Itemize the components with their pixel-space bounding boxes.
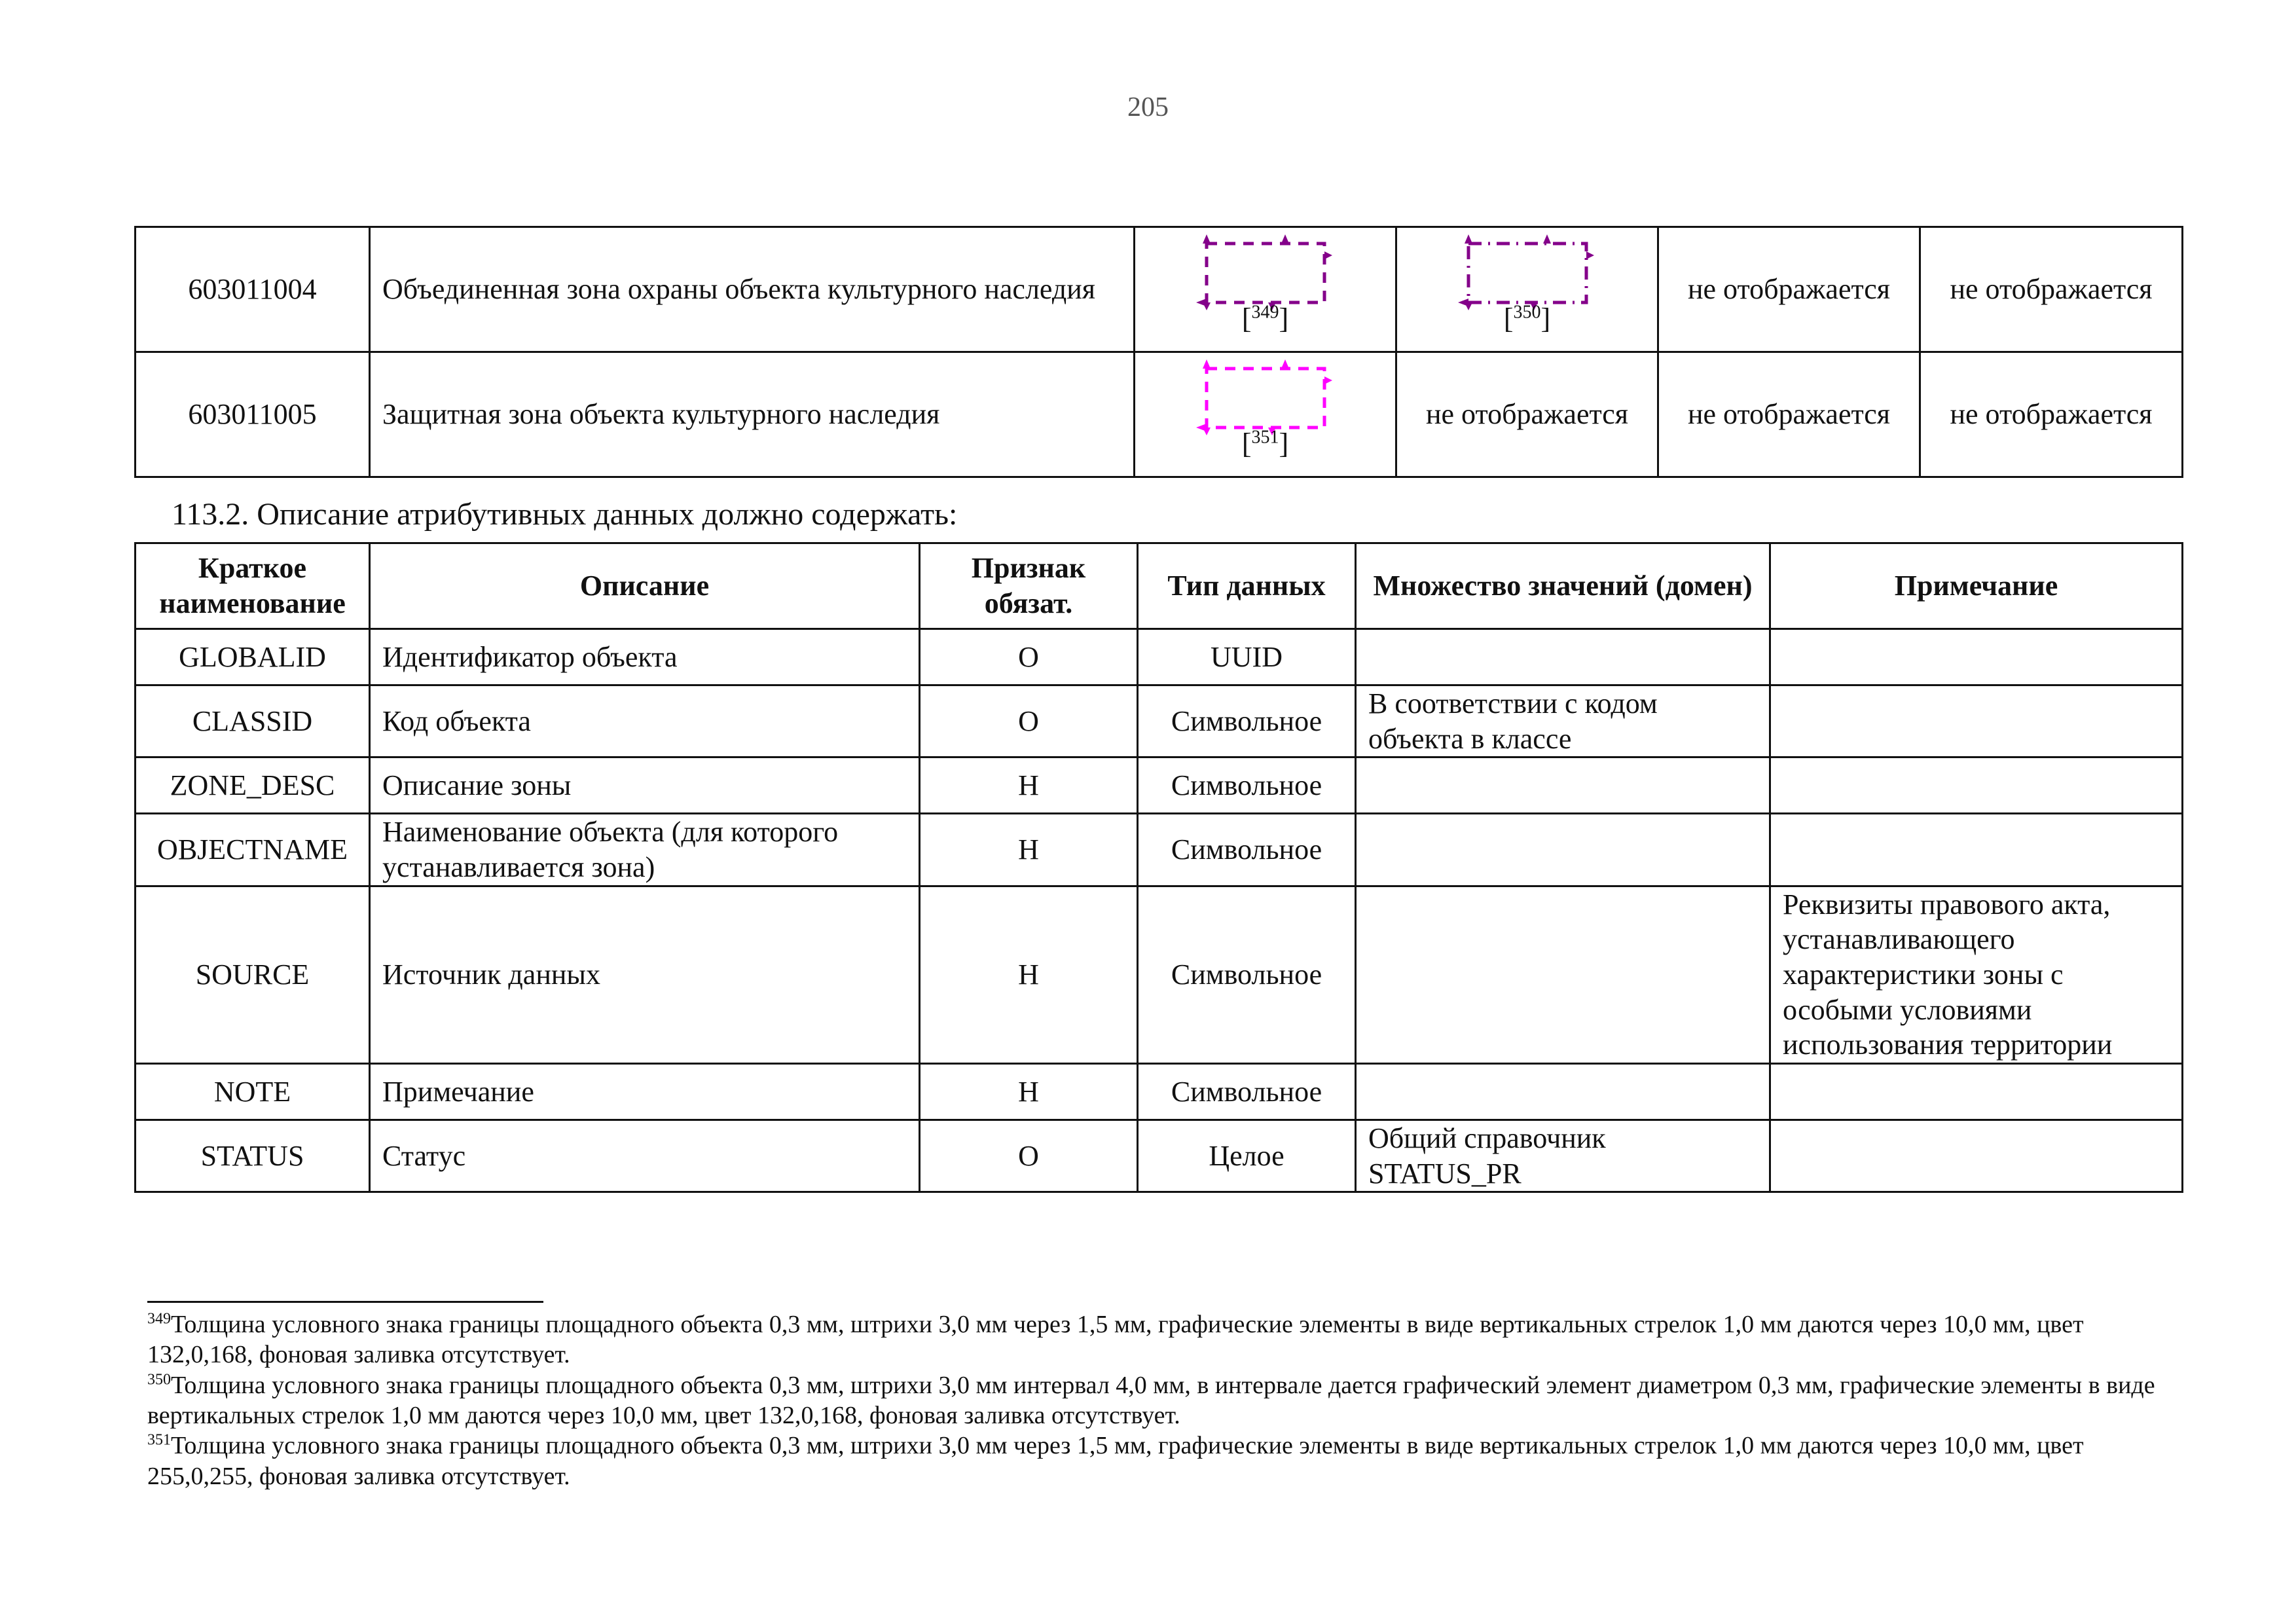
short-name-cell: NOTE <box>136 1064 370 1120</box>
column-header: Примечание <box>1770 543 2183 629</box>
footnote <box>147 1431 2164 1491</box>
header-row <box>136 543 2183 629</box>
dashed-boundary-symbol-icon <box>1187 230 1344 312</box>
arrow-mark-icon <box>1586 251 1594 259</box>
short-name-cell: OBJECTNAME <box>136 814 370 886</box>
footnotes <box>147 1309 2164 1491</box>
column-header: Тип данных <box>1138 543 1356 629</box>
note-cell <box>1770 685 2183 757</box>
table-row <box>136 352 2183 477</box>
note-cell: Реквизиты правового акта, устанавливающего характеристики зоны с особыми условиями использования территории <box>1770 886 2183 1063</box>
not-displayed-text: не отображается <box>1920 352 2183 477</box>
short-name-cell: CLASSID <box>136 685 370 757</box>
table-row <box>136 757 2183 814</box>
data-type-cell: Символьное <box>1138 1064 1356 1120</box>
table-row <box>136 629 2183 685</box>
note-cell <box>1770 814 2183 886</box>
description-cell: Код объекта <box>370 685 920 757</box>
domain-cell <box>1356 757 1770 814</box>
footnote-reference: [$^{351}$] <box>1241 427 1289 460</box>
required-cell: О <box>920 1120 1138 1192</box>
footnote-reference: [$^{350}$] <box>1503 302 1551 335</box>
required-cell: Н <box>920 886 1138 1063</box>
column-header: Краткое наименование <box>136 543 370 629</box>
note-cell <box>1770 629 2183 685</box>
domain-cell <box>1356 886 1770 1063</box>
column-header: Описание <box>370 543 920 629</box>
domain-cell: В соответствии с кодом объекта в классе <box>1356 685 1770 757</box>
not-displayed-text: не отображается <box>1658 227 1920 352</box>
table-row <box>136 1120 2183 1192</box>
column-header: Признак обязат. <box>920 543 1138 629</box>
arrow-mark-icon <box>1465 234 1472 244</box>
short-name-cell: STATUS <box>136 1120 370 1192</box>
short-name-cell: SOURCE <box>136 886 370 1063</box>
attribute-table <box>134 542 2183 1193</box>
symbol-cell <box>1135 227 1396 352</box>
footnote-separator <box>147 1301 543 1303</box>
footnote-text: Толщина условного знака границы площадного объекта 0,3 мм, штрихи 3,0 мм через 1,5 мм, графические элементы в виде вертикальных стрелок 1,0 мм даются через 10,0 мм, цвет 132,0,168, фоновая заливка отсутствует. <box>147 1311 2084 1369</box>
domain-cell <box>1356 629 1770 685</box>
symbol-table <box>134 226 2183 478</box>
description-cell: Примечание <box>370 1064 920 1120</box>
required-cell: Н <box>920 1064 1138 1120</box>
not-displayed-text: не отображается <box>1396 352 1658 477</box>
data-type-cell: Символьное <box>1138 886 1356 1063</box>
footnote-number: 349 <box>147 1310 171 1328</box>
footnote-number: 351 <box>147 1431 171 1449</box>
section-heading: 113.2. Описание атрибутивных данных должно содержать: <box>172 497 958 532</box>
object-name: Защитная зона объекта культурного наследия <box>370 352 1135 477</box>
arrow-mark-icon <box>1203 234 1211 244</box>
data-type-cell: Символьное <box>1138 814 1356 886</box>
data-type-cell: UUID <box>1138 629 1356 685</box>
note-cell <box>1770 1120 2183 1192</box>
short-name-cell: GLOBALID <box>136 629 370 685</box>
page-number: 205 <box>1127 92 1169 122</box>
description-cell: Описание зоны <box>370 757 920 814</box>
footnote-number: 350 <box>147 1371 171 1389</box>
arrow-mark-icon <box>1543 234 1551 244</box>
table-row <box>136 685 2183 757</box>
description-cell: Наименование объекта (для которого устанавливается зона) <box>370 814 920 886</box>
object-code: 603011004 <box>136 227 370 352</box>
data-type-cell: Целое <box>1138 1120 1356 1192</box>
arrow-mark-icon <box>1324 251 1332 259</box>
required-cell: Н <box>920 814 1138 886</box>
footnote-text: Толщина условного знака границы площадного объекта 0,3 мм, штрихи 3,0 мм через 1,5 мм, графические элементы в виде вертикальных стрелок 1,0 мм даются через 10,0 мм, цвет 255,0,255, фоновая заливка отсутствует. <box>147 1432 2084 1490</box>
footnote-text: Толщина условного знака границы площадного объекта 0,3 мм, штрихи 3,0 мм интервал 4,0 мм, в интервале дается графический элемент диаметром 0,3 мм, графические элементы в виде вертикальных стрелок 1,0 мм даются через 10,0 мм, цвет 132,0,168, фоновая заливка отсутствует. <box>147 1371 2155 1430</box>
symbol-cell <box>1135 352 1396 477</box>
description-cell: Статус <box>370 1120 920 1192</box>
required-cell: О <box>920 629 1138 685</box>
note-cell <box>1770 1064 2183 1120</box>
table-row <box>136 1064 2183 1120</box>
table-row <box>136 227 2183 352</box>
footnote-reference: [$^{349}$] <box>1241 302 1289 335</box>
domain-cell <box>1356 1064 1770 1120</box>
required-cell: Н <box>920 757 1138 814</box>
table-row <box>136 814 2183 886</box>
arrow-mark-icon <box>1281 359 1289 369</box>
table-row <box>136 886 2183 1063</box>
data-type-cell: Символьное <box>1138 757 1356 814</box>
dashed-boundary-symbol-icon <box>1187 356 1344 437</box>
column-header: Множество значений (домен) <box>1356 543 1770 629</box>
symbol-cell <box>1396 227 1658 352</box>
data-type-cell: Символьное <box>1138 685 1356 757</box>
footnote <box>147 1309 2164 1370</box>
domain-cell: Общий справочник STATUS_PR <box>1356 1120 1770 1192</box>
not-displayed-text: не отображается <box>1920 227 2183 352</box>
not-displayed-text: не отображается <box>1658 352 1920 477</box>
description-cell: Источник данных <box>370 886 920 1063</box>
dash-dot-boundary-symbol-icon <box>1449 230 1606 312</box>
arrow-mark-icon <box>1281 234 1289 244</box>
object-code: 603011005 <box>136 352 370 477</box>
short-name-cell: ZONE_DESC <box>136 757 370 814</box>
arrow-mark-icon <box>1203 359 1211 369</box>
description-cell: Идентификатор объекта <box>370 629 920 685</box>
domain-cell <box>1356 814 1770 886</box>
arrow-mark-icon <box>1324 376 1332 384</box>
footnote <box>147 1370 2164 1431</box>
note-cell <box>1770 757 2183 814</box>
object-name: Объединенная зона охраны объекта культурного наследия <box>370 227 1135 352</box>
required-cell: О <box>920 685 1138 757</box>
